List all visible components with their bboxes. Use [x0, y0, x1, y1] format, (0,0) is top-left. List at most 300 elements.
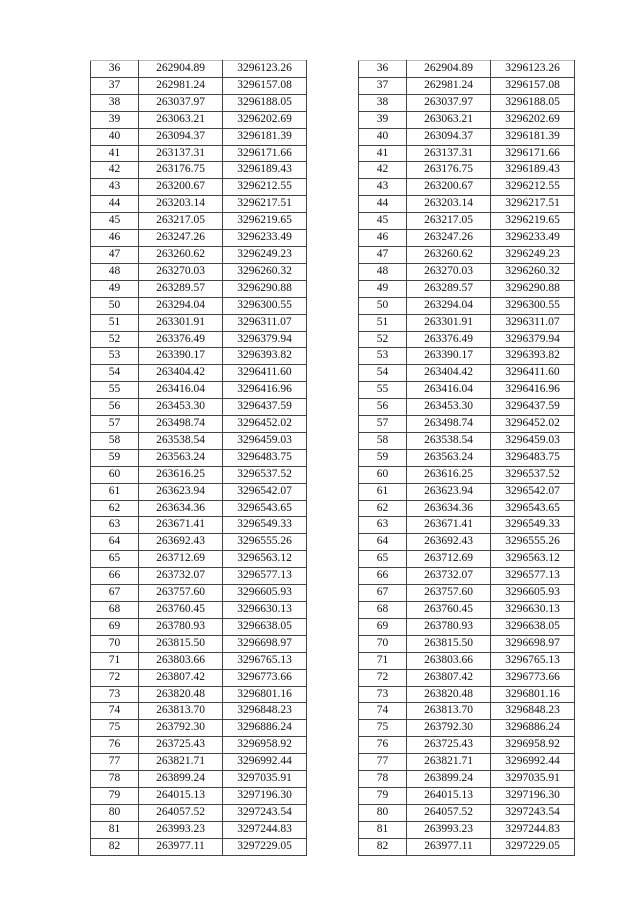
- table-row: [91, 399, 307, 416]
- point-id-cell: 81: [359, 821, 407, 838]
- table-row: [359, 602, 575, 619]
- y-coordinate-cell: 3296549.33: [491, 517, 575, 534]
- x-coordinate-cell: 263376.49: [407, 331, 491, 348]
- point-id-cell: 62: [91, 500, 139, 517]
- table-row: [91, 500, 307, 517]
- y-coordinate-cell: 3296563.12: [223, 551, 307, 568]
- table-row: [91, 246, 307, 263]
- table-row: [359, 517, 575, 534]
- point-id-cell: 65: [359, 551, 407, 568]
- table-row: [91, 720, 307, 737]
- y-coordinate-cell: 3297229.05: [491, 838, 575, 855]
- y-coordinate-cell: 3296765.13: [491, 652, 575, 669]
- point-id-cell: 68: [91, 602, 139, 619]
- point-id-cell: 63: [91, 517, 139, 534]
- x-coordinate-cell: 263037.97: [139, 94, 223, 111]
- point-id-cell: 78: [91, 771, 139, 788]
- y-coordinate-cell: 3296958.92: [491, 737, 575, 754]
- y-coordinate-cell: 3296537.52: [491, 466, 575, 483]
- y-coordinate-cell: 3296300.55: [223, 297, 307, 314]
- table-row: [359, 737, 575, 754]
- table-row: [91, 804, 307, 821]
- x-coordinate-cell: 263813.70: [407, 703, 491, 720]
- y-coordinate-cell: 3297243.54: [491, 804, 575, 821]
- point-id-cell: 67: [359, 585, 407, 602]
- point-id-cell: 59: [91, 449, 139, 466]
- table-row: [359, 246, 575, 263]
- point-id-cell: 36: [359, 61, 407, 78]
- table-row: [359, 230, 575, 247]
- table-body-right: [359, 61, 575, 856]
- table-row: [359, 111, 575, 128]
- x-coordinate-cell: 263453.30: [139, 399, 223, 416]
- point-id-cell: 69: [359, 618, 407, 635]
- table-row: [359, 280, 575, 297]
- point-id-cell: 43: [359, 179, 407, 196]
- y-coordinate-cell: 3296848.23: [223, 703, 307, 720]
- point-id-cell: 75: [91, 720, 139, 737]
- x-coordinate-cell: 263390.17: [407, 348, 491, 365]
- point-id-cell: 57: [359, 416, 407, 433]
- y-coordinate-cell: 3296202.69: [223, 111, 307, 128]
- y-coordinate-cell: 3296605.93: [491, 585, 575, 602]
- table-row: [91, 754, 307, 771]
- table-row: [359, 568, 575, 585]
- y-coordinate-cell: 3296801.16: [491, 686, 575, 703]
- table-row: [359, 585, 575, 602]
- table-row: [91, 737, 307, 754]
- point-id-cell: 69: [91, 618, 139, 635]
- y-coordinate-cell: 3296848.23: [491, 703, 575, 720]
- y-coordinate-cell: 3297229.05: [223, 838, 307, 855]
- table-row: [359, 348, 575, 365]
- y-coordinate-cell: 3296542.07: [491, 483, 575, 500]
- point-id-cell: 68: [359, 602, 407, 619]
- point-id-cell: 51: [91, 314, 139, 331]
- table-row: [359, 787, 575, 804]
- x-coordinate-cell: 263498.74: [139, 416, 223, 433]
- y-coordinate-cell: 3297244.83: [491, 821, 575, 838]
- x-coordinate-cell: 263453.30: [407, 399, 491, 416]
- table-row: [91, 94, 307, 111]
- table-row: [359, 804, 575, 821]
- table-row: [91, 669, 307, 686]
- x-coordinate-cell: 263813.70: [139, 703, 223, 720]
- point-id-cell: 71: [359, 652, 407, 669]
- table-row: [91, 348, 307, 365]
- y-coordinate-cell: 3296543.65: [491, 500, 575, 517]
- table-row: [91, 111, 307, 128]
- table-row: [91, 517, 307, 534]
- y-coordinate-cell: 3296379.94: [491, 331, 575, 348]
- point-id-cell: 40: [359, 128, 407, 145]
- x-coordinate-cell: 263815.50: [407, 635, 491, 652]
- table-row: [359, 821, 575, 838]
- y-coordinate-cell: 3296290.88: [223, 280, 307, 297]
- table-row: [91, 483, 307, 500]
- point-id-cell: 77: [91, 754, 139, 771]
- y-coordinate-cell: 3297035.91: [223, 771, 307, 788]
- y-coordinate-cell: 3296260.32: [491, 263, 575, 280]
- table-row: [91, 686, 307, 703]
- point-id-cell: 38: [359, 94, 407, 111]
- y-coordinate-cell: 3296411.60: [491, 365, 575, 382]
- x-coordinate-cell: 263725.43: [407, 737, 491, 754]
- point-id-cell: 49: [359, 280, 407, 297]
- point-id-cell: 40: [91, 128, 139, 145]
- table-body-left: [91, 61, 307, 856]
- x-coordinate-cell: 263899.24: [407, 771, 491, 788]
- point-id-cell: 63: [359, 517, 407, 534]
- point-id-cell: 37: [359, 77, 407, 94]
- point-id-cell: 73: [91, 686, 139, 703]
- point-id-cell: 46: [91, 230, 139, 247]
- table-row: [359, 94, 575, 111]
- y-coordinate-cell: 3297035.91: [491, 771, 575, 788]
- x-coordinate-cell: 263821.71: [139, 754, 223, 771]
- table-row: [359, 399, 575, 416]
- table-row: [91, 602, 307, 619]
- y-coordinate-cell: 3296630.13: [223, 602, 307, 619]
- x-coordinate-cell: 263760.45: [139, 602, 223, 619]
- point-id-cell: 76: [359, 737, 407, 754]
- x-coordinate-cell: 263563.24: [407, 449, 491, 466]
- x-coordinate-cell: 263063.21: [407, 111, 491, 128]
- table-row: [359, 213, 575, 230]
- x-coordinate-cell: 263260.62: [407, 246, 491, 263]
- y-coordinate-cell: 3296123.26: [491, 61, 575, 78]
- point-id-cell: 70: [359, 635, 407, 652]
- point-id-cell: 46: [359, 230, 407, 247]
- y-coordinate-cell: 3296483.75: [491, 449, 575, 466]
- x-coordinate-cell: 263671.41: [407, 517, 491, 534]
- table-row: [91, 61, 307, 78]
- table-row: [91, 280, 307, 297]
- y-coordinate-cell: 3296157.08: [223, 77, 307, 94]
- point-id-cell: 74: [359, 703, 407, 720]
- y-coordinate-cell: 3296411.60: [223, 365, 307, 382]
- y-coordinate-cell: 3296638.05: [491, 618, 575, 635]
- x-coordinate-cell: 263820.48: [139, 686, 223, 703]
- y-coordinate-cell: 3296459.03: [491, 432, 575, 449]
- y-coordinate-cell: 3296217.51: [223, 196, 307, 213]
- table-row: [359, 263, 575, 280]
- table-row: [359, 162, 575, 179]
- x-coordinate-cell: 263404.42: [407, 365, 491, 382]
- table-row: [359, 297, 575, 314]
- point-id-cell: 81: [91, 821, 139, 838]
- table-row: [359, 61, 575, 78]
- y-coordinate-cell: 3297244.83: [223, 821, 307, 838]
- y-coordinate-cell: 3296992.44: [223, 754, 307, 771]
- y-coordinate-cell: 3296171.66: [491, 145, 575, 162]
- table-row: [91, 771, 307, 788]
- y-coordinate-cell: 3297196.30: [491, 787, 575, 804]
- point-id-cell: 56: [359, 399, 407, 416]
- point-id-cell: 56: [91, 399, 139, 416]
- x-coordinate-cell: 263137.31: [139, 145, 223, 162]
- point-id-cell: 41: [91, 145, 139, 162]
- y-coordinate-cell: 3296638.05: [223, 618, 307, 635]
- table-row: [91, 652, 307, 669]
- x-coordinate-cell: 263821.71: [407, 754, 491, 771]
- table-row: [359, 449, 575, 466]
- x-coordinate-cell: 263977.11: [139, 838, 223, 855]
- x-coordinate-cell: 263390.17: [139, 348, 223, 365]
- table-row: [359, 365, 575, 382]
- x-coordinate-cell: 263301.91: [407, 314, 491, 331]
- x-coordinate-cell: 262904.89: [139, 61, 223, 78]
- x-coordinate-cell: 263538.54: [139, 432, 223, 449]
- table-row: [91, 297, 307, 314]
- x-coordinate-cell: 263270.03: [407, 263, 491, 280]
- y-coordinate-cell: 3296171.66: [223, 145, 307, 162]
- y-coordinate-cell: 3296765.13: [223, 652, 307, 669]
- y-coordinate-cell: 3296416.96: [491, 382, 575, 399]
- y-coordinate-cell: 3296181.39: [223, 128, 307, 145]
- table-row: [91, 838, 307, 855]
- table-row: [91, 449, 307, 466]
- x-coordinate-cell: 263780.93: [407, 618, 491, 635]
- table-row: [359, 754, 575, 771]
- y-coordinate-cell: 3296188.05: [223, 94, 307, 111]
- x-coordinate-cell: 263993.23: [139, 821, 223, 838]
- table-row: [91, 213, 307, 230]
- y-coordinate-cell: 3296992.44: [491, 754, 575, 771]
- table-row: [359, 771, 575, 788]
- table-row: [91, 534, 307, 551]
- point-id-cell: 39: [91, 111, 139, 128]
- point-id-cell: 71: [91, 652, 139, 669]
- x-coordinate-cell: 263815.50: [139, 635, 223, 652]
- y-coordinate-cell: 3296563.12: [491, 551, 575, 568]
- point-id-cell: 52: [359, 331, 407, 348]
- point-id-cell: 60: [91, 466, 139, 483]
- x-coordinate-cell: 263247.26: [139, 230, 223, 247]
- y-coordinate-cell: 3296260.32: [223, 263, 307, 280]
- point-id-cell: 42: [91, 162, 139, 179]
- table-row: [359, 669, 575, 686]
- y-coordinate-cell: 3296773.66: [491, 669, 575, 686]
- point-id-cell: 47: [91, 246, 139, 263]
- y-coordinate-cell: 3297196.30: [223, 787, 307, 804]
- point-id-cell: 54: [91, 365, 139, 382]
- x-coordinate-cell: 263270.03: [139, 263, 223, 280]
- point-id-cell: 78: [359, 771, 407, 788]
- table-row: [359, 179, 575, 196]
- point-id-cell: 77: [359, 754, 407, 771]
- y-coordinate-cell: 3296577.13: [223, 568, 307, 585]
- y-coordinate-cell: 3296202.69: [491, 111, 575, 128]
- point-id-cell: 41: [359, 145, 407, 162]
- y-coordinate-cell: 3296801.16: [223, 686, 307, 703]
- table-row: [359, 500, 575, 517]
- table-row: [359, 618, 575, 635]
- y-coordinate-cell: 3296123.26: [223, 61, 307, 78]
- table-row: [91, 568, 307, 585]
- y-coordinate-cell: 3296773.66: [223, 669, 307, 686]
- point-id-cell: 42: [359, 162, 407, 179]
- x-coordinate-cell: 263498.74: [407, 416, 491, 433]
- y-coordinate-cell: 3296459.03: [223, 432, 307, 449]
- table-row: [359, 534, 575, 551]
- y-coordinate-cell: 3296219.65: [491, 213, 575, 230]
- x-coordinate-cell: 263289.57: [139, 280, 223, 297]
- y-coordinate-cell: 3296249.23: [223, 246, 307, 263]
- point-id-cell: 54: [359, 365, 407, 382]
- point-id-cell: 38: [91, 94, 139, 111]
- y-coordinate-cell: 3296437.59: [491, 399, 575, 416]
- table-row: [91, 618, 307, 635]
- y-coordinate-cell: 3296537.52: [223, 466, 307, 483]
- x-coordinate-cell: 263712.69: [407, 551, 491, 568]
- point-id-cell: 50: [359, 297, 407, 314]
- table-row: [359, 416, 575, 433]
- point-id-cell: 70: [91, 635, 139, 652]
- x-coordinate-cell: 262981.24: [407, 77, 491, 94]
- x-coordinate-cell: 263301.91: [139, 314, 223, 331]
- x-coordinate-cell: 262904.89: [407, 61, 491, 78]
- table-row: [359, 77, 575, 94]
- table-row: [91, 787, 307, 804]
- y-coordinate-cell: 3296393.82: [491, 348, 575, 365]
- point-id-cell: 64: [91, 534, 139, 551]
- x-coordinate-cell: 263792.30: [139, 720, 223, 737]
- point-id-cell: 58: [91, 432, 139, 449]
- x-coordinate-cell: 263217.05: [139, 213, 223, 230]
- table-row: [359, 432, 575, 449]
- table-row: [91, 128, 307, 145]
- table-row: [91, 162, 307, 179]
- x-coordinate-cell: 263671.41: [139, 517, 223, 534]
- point-id-cell: 53: [91, 348, 139, 365]
- x-coordinate-cell: 263416.04: [139, 382, 223, 399]
- x-coordinate-cell: 263260.62: [139, 246, 223, 263]
- y-coordinate-cell: 3296452.02: [491, 416, 575, 433]
- x-coordinate-cell: 263977.11: [407, 838, 491, 855]
- x-coordinate-cell: 263376.49: [139, 331, 223, 348]
- y-coordinate-cell: 3296698.97: [491, 635, 575, 652]
- point-id-cell: 59: [359, 449, 407, 466]
- table-row: [91, 551, 307, 568]
- x-coordinate-cell: 263538.54: [407, 432, 491, 449]
- point-id-cell: 48: [91, 263, 139, 280]
- x-coordinate-cell: 263217.05: [407, 213, 491, 230]
- point-id-cell: 44: [91, 196, 139, 213]
- point-id-cell: 66: [91, 568, 139, 585]
- table-row: [91, 365, 307, 382]
- y-coordinate-cell: 3296189.43: [491, 162, 575, 179]
- x-coordinate-cell: 263623.94: [139, 483, 223, 500]
- x-coordinate-cell: 263803.66: [407, 652, 491, 669]
- point-id-cell: 44: [359, 196, 407, 213]
- x-coordinate-cell: 263037.97: [407, 94, 491, 111]
- point-id-cell: 65: [91, 551, 139, 568]
- x-coordinate-cell: 263757.60: [407, 585, 491, 602]
- coordinate-table-left: [90, 60, 307, 856]
- table-row: [91, 703, 307, 720]
- table-row: [359, 838, 575, 855]
- x-coordinate-cell: 262981.24: [139, 77, 223, 94]
- x-coordinate-cell: 263803.66: [139, 652, 223, 669]
- y-coordinate-cell: 3296886.24: [491, 720, 575, 737]
- table-row: [91, 230, 307, 247]
- x-coordinate-cell: 263792.30: [407, 720, 491, 737]
- x-coordinate-cell: 263623.94: [407, 483, 491, 500]
- x-coordinate-cell: 263899.24: [139, 771, 223, 788]
- point-id-cell: 39: [359, 111, 407, 128]
- y-coordinate-cell: 3296379.94: [223, 331, 307, 348]
- y-coordinate-cell: 3297243.54: [223, 804, 307, 821]
- point-id-cell: 57: [91, 416, 139, 433]
- x-coordinate-cell: 263760.45: [407, 602, 491, 619]
- point-id-cell: 60: [359, 466, 407, 483]
- point-id-cell: 55: [91, 382, 139, 399]
- x-coordinate-cell: 263634.36: [407, 500, 491, 517]
- table-row: [91, 585, 307, 602]
- y-coordinate-cell: 3296181.39: [491, 128, 575, 145]
- point-id-cell: 48: [359, 263, 407, 280]
- x-coordinate-cell: 263732.07: [139, 568, 223, 585]
- y-coordinate-cell: 3296483.75: [223, 449, 307, 466]
- point-id-cell: 76: [91, 737, 139, 754]
- table-row: [91, 263, 307, 280]
- x-coordinate-cell: 263725.43: [139, 737, 223, 754]
- y-coordinate-cell: 3296886.24: [223, 720, 307, 737]
- point-id-cell: 66: [359, 568, 407, 585]
- table-row: [359, 466, 575, 483]
- point-id-cell: 58: [359, 432, 407, 449]
- table-row: [91, 466, 307, 483]
- point-id-cell: 53: [359, 348, 407, 365]
- table-row: [359, 652, 575, 669]
- point-id-cell: 79: [359, 787, 407, 804]
- table-row: [359, 686, 575, 703]
- table-row: [359, 382, 575, 399]
- x-coordinate-cell: 263094.37: [139, 128, 223, 145]
- table-row: [91, 331, 307, 348]
- table-row: [359, 483, 575, 500]
- x-coordinate-cell: 263247.26: [407, 230, 491, 247]
- point-id-cell: 73: [359, 686, 407, 703]
- x-coordinate-cell: 264015.13: [139, 787, 223, 804]
- y-coordinate-cell: 3296549.33: [223, 517, 307, 534]
- table-row: [91, 314, 307, 331]
- table-row: [91, 416, 307, 433]
- y-coordinate-cell: 3296212.55: [491, 179, 575, 196]
- point-id-cell: 43: [91, 179, 139, 196]
- y-coordinate-cell: 3296189.43: [223, 162, 307, 179]
- point-id-cell: 80: [359, 804, 407, 821]
- coordinate-table-right: [358, 60, 575, 856]
- y-coordinate-cell: 3296233.49: [223, 230, 307, 247]
- table-row: [91, 145, 307, 162]
- x-coordinate-cell: 263137.31: [407, 145, 491, 162]
- y-coordinate-cell: 3296452.02: [223, 416, 307, 433]
- x-coordinate-cell: 263732.07: [407, 568, 491, 585]
- y-coordinate-cell: 3296300.55: [491, 297, 575, 314]
- y-coordinate-cell: 3296311.07: [491, 314, 575, 331]
- x-coordinate-cell: 263094.37: [407, 128, 491, 145]
- y-coordinate-cell: 3296217.51: [491, 196, 575, 213]
- point-id-cell: 82: [91, 838, 139, 855]
- x-coordinate-cell: 263176.75: [139, 162, 223, 179]
- y-coordinate-cell: 3296958.92: [223, 737, 307, 754]
- y-coordinate-cell: 3296555.26: [223, 534, 307, 551]
- point-id-cell: 50: [91, 297, 139, 314]
- point-id-cell: 79: [91, 787, 139, 804]
- table-row: [91, 635, 307, 652]
